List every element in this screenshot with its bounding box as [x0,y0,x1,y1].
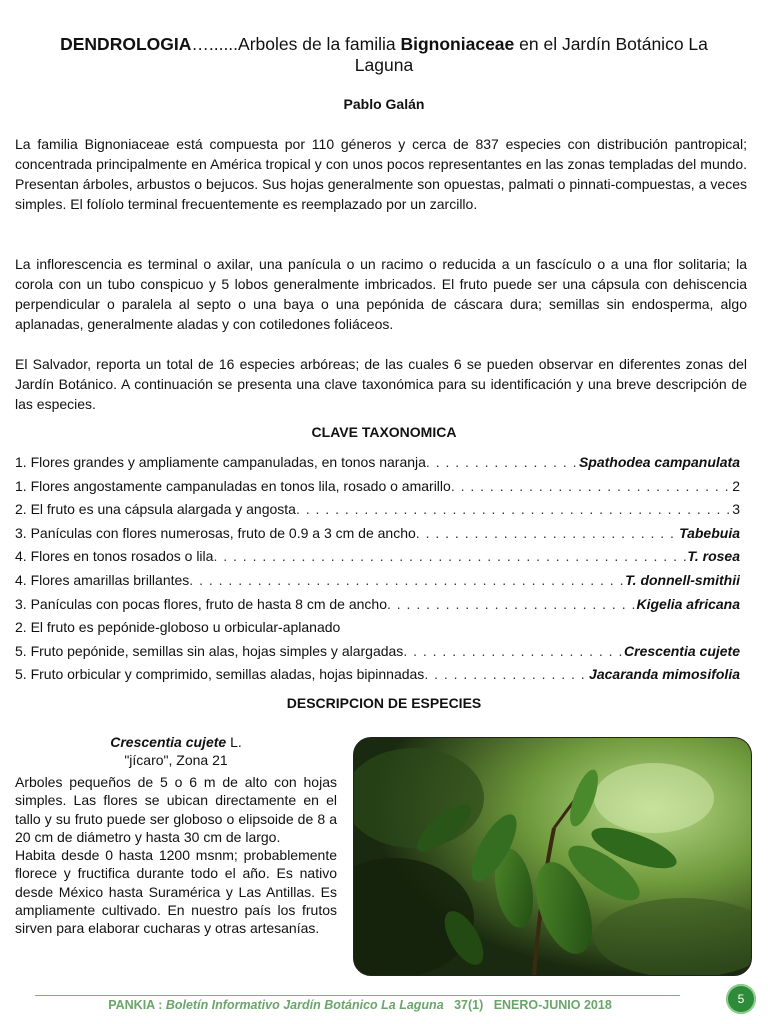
key-item-target: Crescentia cujete [624,642,740,659]
title-section: DENDROLOGIA [60,34,192,54]
footer-brand: PANKIA : [108,998,166,1012]
key-item [15,545,740,569]
key-item-leader [387,593,637,617]
taxonomic-key [15,451,740,687]
species-name: Crescentia cujete [110,734,227,750]
key-item-leader [213,545,687,569]
key-item-target: 2 [732,477,740,494]
title-family: Bignoniaceae [400,34,515,54]
intro-paragraph-1: La familia Bignoniaceae está compuesta por 110 géneros y cerca de 837 especies con distribución pantropical; concentrada principalmente en América tropical y con unos pocos representantes en las zonas templadas del mundo. Presentan árboles, arbustos o bejucos. Sus hojas generalmente son opuestas, palmati o pinnati-compuestas, a veces simples. El folíolo terminal frecuentemente es reemplazado por un zarcillo. [15,136,747,212]
species-description-block [15,773,337,938]
article-author: Pablo Galán [343,96,425,112]
species-photo [353,737,752,976]
intro-paragraph-2: La inflorescencia es terminal o axilar, una panícula o un racimo o reducida a un fascículo o a una flor solitaria; la corola con un tubo conspicuo y 5 lobos generalmente imbricados. El fruto puede ser una cápsula con dehiscencia perpendicular o paralela al septo o una baya o una pepónida de cáscara dura; semillas sin endosperma, algo aplanadas, generalmente aladas y con cotiledones foliáceos. [15,256,747,332]
key-item [15,640,740,664]
key-item [15,498,740,522]
key-item-leader [403,640,624,664]
key-item [15,475,740,499]
key-item-target: 3 [732,501,740,518]
species-heading: DESCRIPCION DE ESPECIES [286,695,482,711]
crescentia-leaves-illustration [354,738,751,975]
key-item [15,451,740,475]
key-item-text: 4. Flores amarillas brillantes [15,571,190,588]
key-item-text: 1. Flores grandes y ampliamente campanuladas, en tonos naranja [15,454,426,470]
species-header [15,733,337,769]
key-item [15,593,740,617]
key-item [15,522,740,546]
article-title [40,34,728,76]
key-item-target: Kigelia africana [636,595,740,612]
key-item [15,663,740,687]
key-item [15,616,740,640]
key-item-text: 2. El fruto es pepónide-globoso u orbicular-aplanado [15,619,341,636]
key-item-target: T. donnell-smithii [625,571,740,588]
title-text: …......Arboles de la familia [191,34,401,54]
footer-date: ENERO-JUNIO 2018 [493,998,612,1012]
intro-paragraph-3: El Salvador, reporta un total de 16 especies arbóreas; de las cuales 6 se pueden observar en diferentes zonas del Jardín Botánico. A continuación se presenta una clave taxonómica para su identificación y una breve descripción de las especies. [15,356,747,412]
key-item-text: 2. El fruto es una cápsula alargada y angosta [15,501,296,518]
key-item-text: 3. Panículas con flores numerosas, fruto de 0.9 a 3 cm de ancho [15,524,416,541]
species-description: Arboles pequeños de 5 o 6 m de alto con hojas simples. Las flores se ubican directamente en el tallo y su fruto puede ser globoso o elipsoide de 8 a 20 cm de diámetro y hasta 30 cm de largo. [15,774,337,845]
key-item-text: 3. Panículas con pocas flores, fruto de hasta 8 cm de ancho [15,595,387,612]
species-common-name: "jícaro", Zona 21 [124,752,228,768]
page-number-badge: 5 [726,984,756,1014]
key-item [15,569,740,593]
footer-rule [35,995,680,996]
key-item-text: 4. Flores en tonos rosados o lila [15,548,214,565]
footer-issue: 37(1) [454,998,484,1012]
key-item-text: 5. Fruto orbicular y comprimido, semillas aladas, hojas bipinnadas [15,666,425,683]
key-item-text: 1. Flores angostamente campanuladas en tonos lila, rosado o amarillo [15,477,451,494]
key-item-target: Spathodea campanulata [578,454,740,470]
footer-bulletin: Boletín Informativo Jardín Botánico La Laguna [165,998,444,1012]
species-name-line [15,733,337,751]
species-author: L. [226,734,242,750]
footer [0,997,720,1013]
key-item-leader [416,522,679,546]
key-heading: CLAVE TAXONOMICA [311,424,457,440]
key-item-leader [451,475,732,499]
key-item-text: 5. Fruto pepónide, semillas sin alas, hojas simples y alargadas [15,642,404,659]
key-item-target: Jacaranda mimosifolia [589,666,740,683]
key-item-target: T. rosea [687,548,740,565]
key-item-leader [426,451,579,475]
key-item-leader [296,498,732,522]
species-habitat: Habita desde 0 hasta 1200 msnm; probablemente florece y fructifica durante todo el año. Es nativo desde México hasta Suramérica y Las Antillas. Es ampliamente cultivado. En nuestro país los frutos sirven para elaborar cucharas y otras artesanías. [15,847,337,937]
key-item-target: Tabebuia [679,524,740,541]
title-location: en el Jardín Botánico La Laguna [354,34,708,75]
key-item-leader [189,569,625,593]
key-item-leader [424,663,589,687]
